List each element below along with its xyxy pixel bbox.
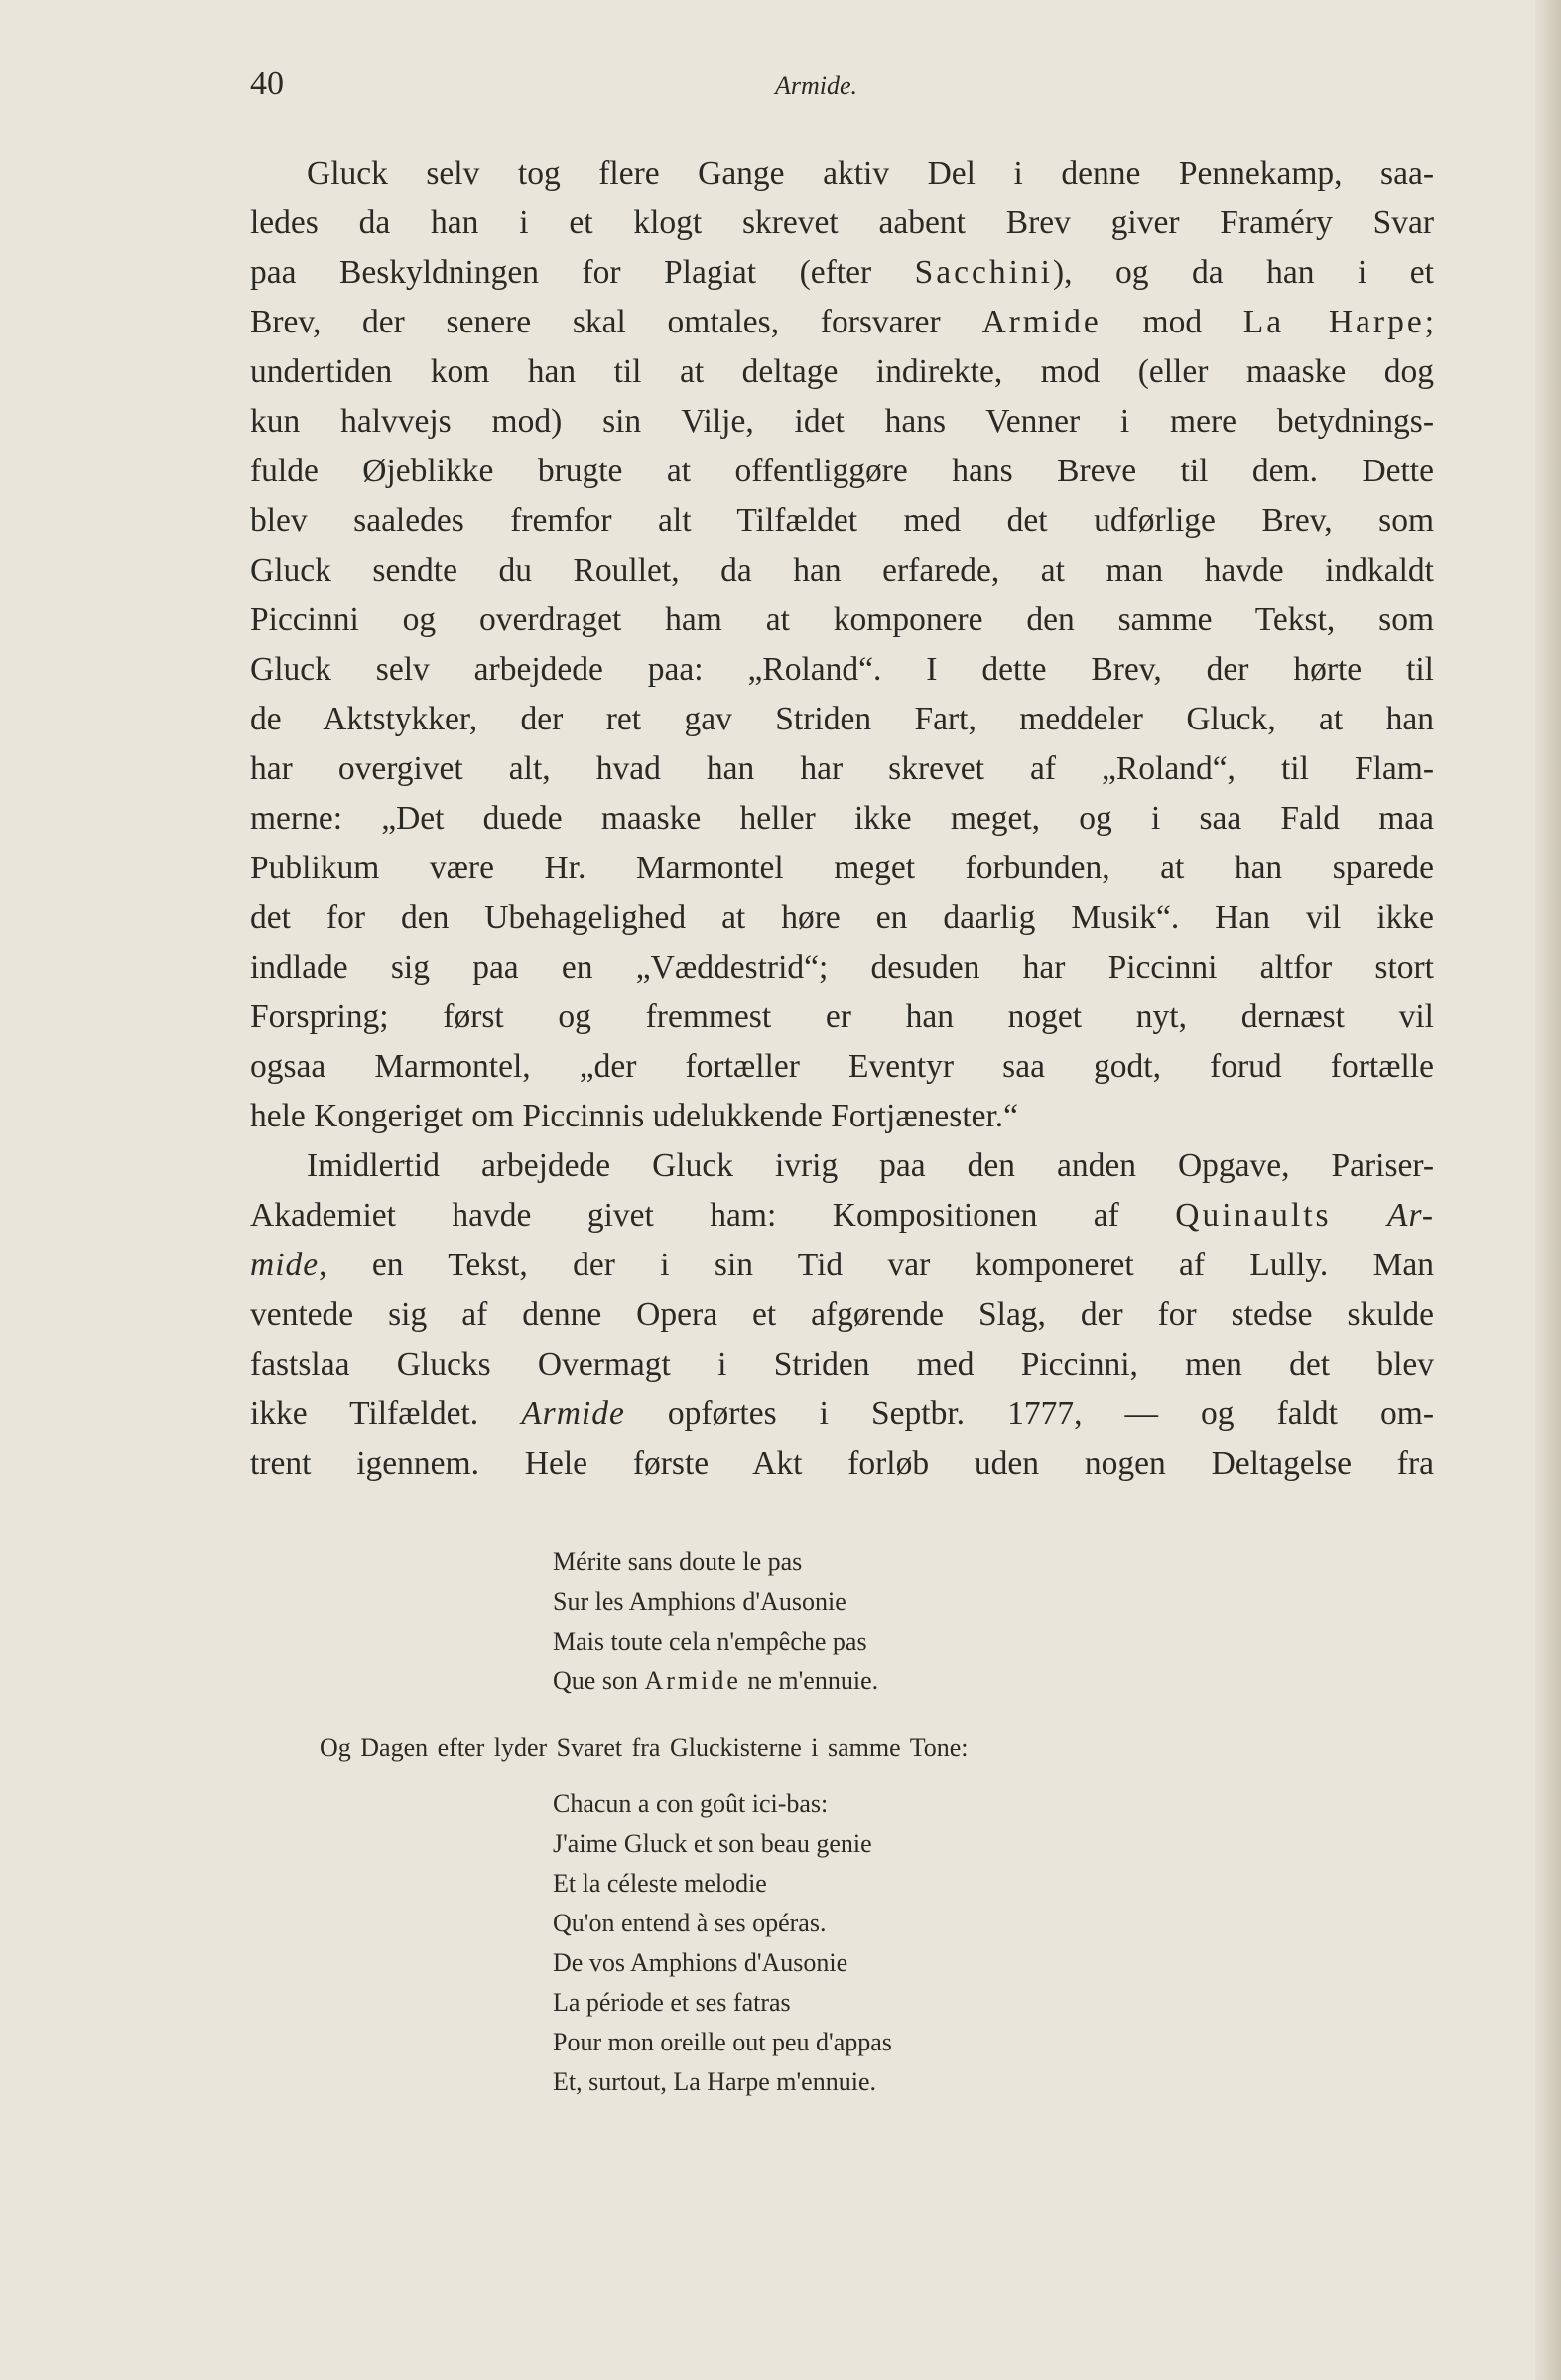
text-line: det for den Ubehagelighed at høre en daarlig Musik“. Han vil ikke xyxy=(250,899,1434,936)
italic-title: Armide xyxy=(521,1395,625,1432)
italic-title: mide xyxy=(250,1247,320,1283)
verse-line: Qu'on entend à ses opéras. xyxy=(553,1909,827,1937)
text-line: trent igennem. Hele første Akt forløb uden nogen Deltagelse fra xyxy=(250,1445,1434,1482)
text-line: Forspring; først og fremmest er han noget nyt, dernæst vil xyxy=(250,998,1434,1035)
emphasis-name: Armide xyxy=(644,1666,741,1695)
text-line: Piccinni og overdraget ham at komponere den samme Tekst, som xyxy=(250,601,1434,638)
verse-line: Chacun a con goût ici-bas: xyxy=(553,1789,829,1818)
verse-line: Mérite sans doute le pas xyxy=(553,1547,803,1576)
verse-line: J'aime Gluck et son beau genie xyxy=(553,1829,872,1858)
text-line: fastslaa Glucks Overmagt i Striden med Piccinni, men det blev xyxy=(250,1346,1434,1383)
text-line: har overgivet alt, hvad han har skrevet af „Roland“, til Flam- xyxy=(250,750,1434,787)
text-line: Gluck sendte du Roullet, da han erfarede, at man havde indkaldt xyxy=(250,552,1434,589)
text-line: merne: „Det duede maaske heller ikke meget, og i saa Fald maa xyxy=(250,800,1434,837)
text-line: ledes da han i et klogt skrevet aabent Brev giver Framéry Svar xyxy=(250,204,1434,241)
verse-line: Et, surtout, La Harpe m'ennuie. xyxy=(553,2067,876,2096)
italic-title: Ar- xyxy=(1387,1197,1435,1234)
verse-line: Pour mon oreille out peu d'appas xyxy=(553,2028,892,2056)
emphasis-name: Sacchini xyxy=(914,254,1053,291)
emphasis-name: Armide xyxy=(981,304,1102,340)
text-line: fulde Øjeblikke brugte at offentliggøre hans Breve til dem. Dette xyxy=(250,453,1434,489)
text-line: de Aktstykker, der ret gav Striden Fart, meddeler Gluck, at han xyxy=(250,701,1434,737)
text-line: hele Kongeriget om Piccinnis udelukkende Fortjænester.“ xyxy=(250,1098,1019,1134)
text-line: Akademiet havde givet ham: Kompositionen af Quinaults Ar- xyxy=(250,1197,1435,1234)
emphasis-name: Quinaults xyxy=(1175,1197,1332,1234)
verse-line: La période et ses fatras xyxy=(553,1988,791,2017)
text-line: blev saaledes fremfor alt Tilfældet med det udførlige Brev, som xyxy=(250,502,1434,539)
verse-quote-two xyxy=(553,1785,892,2102)
text-line: ikke Tilfældet. Armide opførtes i Septbr. 1777, — og faldt om- xyxy=(250,1395,1434,1432)
body-text xyxy=(250,149,1434,1489)
text-line: Publikum være Hr. Marmontel meget forbunden, at han sparede xyxy=(250,850,1434,886)
text-line: Gluck selv tog flere Gange aktiv Del i denne Pennekamp, saa- xyxy=(307,155,1434,192)
running-head xyxy=(250,66,1434,115)
emphasis-name: La Harpe xyxy=(1242,304,1425,340)
text-line: Brev, der senere skal omtales, forsvarer Armide mod La Harpe; xyxy=(250,304,1435,340)
text-line: paa Beskyldningen for Plagiat (efter Sacchini), og da han i et xyxy=(250,254,1434,291)
verse-line: Et la céleste melodie xyxy=(553,1869,767,1898)
text-line: Imidlertid arbejdede Gluck ivrig paa den anden Opgave, Pariser- xyxy=(307,1147,1434,1184)
verse-line: Mais toute cela n'empêche pas xyxy=(553,1627,867,1655)
verse-quote-one xyxy=(553,1542,878,1701)
verse-line: Sur les Amphions d'Ausonie xyxy=(553,1587,846,1616)
verse-line: Que son Armide ne m'ennuie. xyxy=(553,1666,879,1695)
text-line: Gluck selv arbejdede paa: „Roland“. I dette Brev, der hørte til xyxy=(250,651,1434,688)
text-line: ventede sig af denne Opera et afgørende Slag, der for stedse skulde xyxy=(250,1296,1434,1333)
page-edge-shadow xyxy=(1535,0,1561,2380)
page-number: 40 xyxy=(250,66,284,102)
bridge-sentence: Og Dagen efter lyder Svaret fra Gluckisterne i samme Tone: xyxy=(320,1733,969,1762)
running-title: Armide. xyxy=(775,71,858,100)
text-line: mide, en Tekst, der i sin Tid var komponeret af Lully. Man xyxy=(250,1247,1434,1283)
verse-line: De vos Amphions d'Ausonie xyxy=(553,1948,848,1977)
text-line: kun halvvejs mod) sin Vilje, idet hans Venner i mere betydnings- xyxy=(250,403,1434,440)
text-line: ogsaa Marmontel, „der fortæller Eventyr saa godt, forud fortælle xyxy=(250,1048,1434,1085)
text-line: undertiden kom han til at deltage indirekte, mod (eller maaske dog xyxy=(250,353,1434,390)
text-line: indlade sig paa en „Væddestrid“; desuden har Piccinni altfor stort xyxy=(250,949,1434,986)
